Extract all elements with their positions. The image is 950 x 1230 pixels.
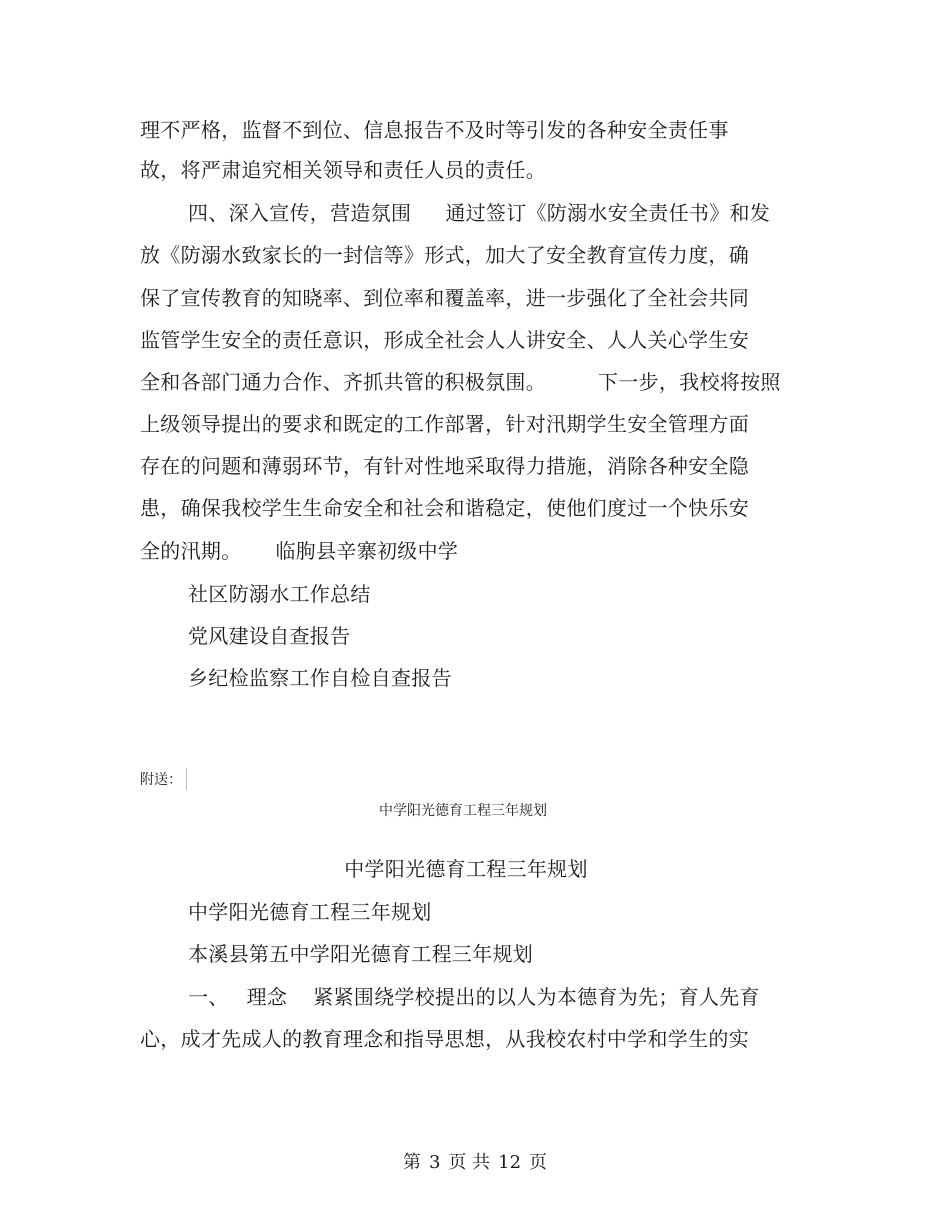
page-footer bbox=[0, 1150, 950, 1176]
footer-prefix: 第 bbox=[402, 1152, 421, 1173]
next-step-part-b: 下一步，我校将按照 bbox=[598, 370, 781, 394]
item-1-number: 一、 bbox=[188, 985, 229, 1009]
divider bbox=[186, 768, 187, 790]
attachment-subtitle: 中学阳光德育工程三年规划 bbox=[188, 900, 432, 924]
body-text-line: 理不严格，监督不到位、信息报告不及时等引发的各种安全责任事 bbox=[140, 118, 729, 142]
school-signature: 临朐县辛寨初级中学 bbox=[275, 539, 459, 563]
item-1-text: 紧紧围绕学校提出的以人为本德育为先；育人先育 bbox=[313, 985, 760, 1009]
section-4-heading: 四、深入宣传，营造氛围 bbox=[188, 201, 412, 225]
attachment-small-title: 中学阳光德育工程三年规划 bbox=[379, 803, 547, 819]
related-article-link[interactable]: 党风建设自查报告 bbox=[188, 624, 351, 648]
attachment-title: 中学阳光德育工程三年规划 bbox=[344, 857, 588, 881]
current-page-number: 3 bbox=[428, 1152, 441, 1173]
footer-mid: 页 共 bbox=[448, 1152, 491, 1173]
signature-line bbox=[140, 537, 458, 565]
body-text-line: 患，确保我校学生生命安全和社会和谐稳定，使他们度过一个快乐安 bbox=[140, 496, 749, 520]
item-1-heading: 理念 bbox=[246, 985, 288, 1009]
body-text-line: 存在的问题和薄弱环节，有针对性地采取得力措施，消除各种安全隐 bbox=[140, 454, 749, 478]
item-1-line bbox=[188, 983, 760, 1011]
next-step-part-a: 全和各部门通力合作、齐抓共管的积极氛围。 bbox=[140, 370, 546, 394]
total-pages-number: 12 bbox=[498, 1152, 522, 1173]
section-4-lead: 通过签订《防溺水安全责任书》和发 bbox=[445, 201, 771, 225]
section-4-line bbox=[188, 199, 770, 227]
body-text-line: 故，将严肃追究相关领导和责任人员的责任。 bbox=[140, 158, 546, 182]
related-article-link[interactable]: 社区防溺水工作总结 bbox=[188, 582, 371, 606]
next-step-line bbox=[140, 368, 781, 396]
body-text-line: 监管学生安全的责任意识，形成全社会人人讲安全、人人关心学生安 bbox=[140, 328, 749, 352]
body-text-line: 上级领导提出的要求和既定的工作部署，针对汛期学生安全管理方面 bbox=[140, 412, 749, 436]
attachment-label: 附送： bbox=[140, 772, 182, 788]
related-article-link: 乡纪检监察工作自检自查报告 bbox=[188, 666, 452, 690]
attachment-subtitle: 本溪县第五中学阳光德育工程三年规划 bbox=[188, 942, 534, 966]
body-text-line: 保了宣传教育的知晓率、到位率和覆盖率，进一步强化了全社会共同 bbox=[140, 286, 749, 310]
body-text-line: 心，成才先成人的教育理念和指导思想，从我校农村中学和学生的实 bbox=[140, 1027, 749, 1051]
footer-suffix: 页 bbox=[529, 1152, 548, 1173]
body-text-line: 放《防溺水致家长的一封信等》形式，加大了安全教育宣传力度，确 bbox=[140, 243, 749, 267]
closing-text: 全的汛期。 bbox=[140, 539, 242, 563]
